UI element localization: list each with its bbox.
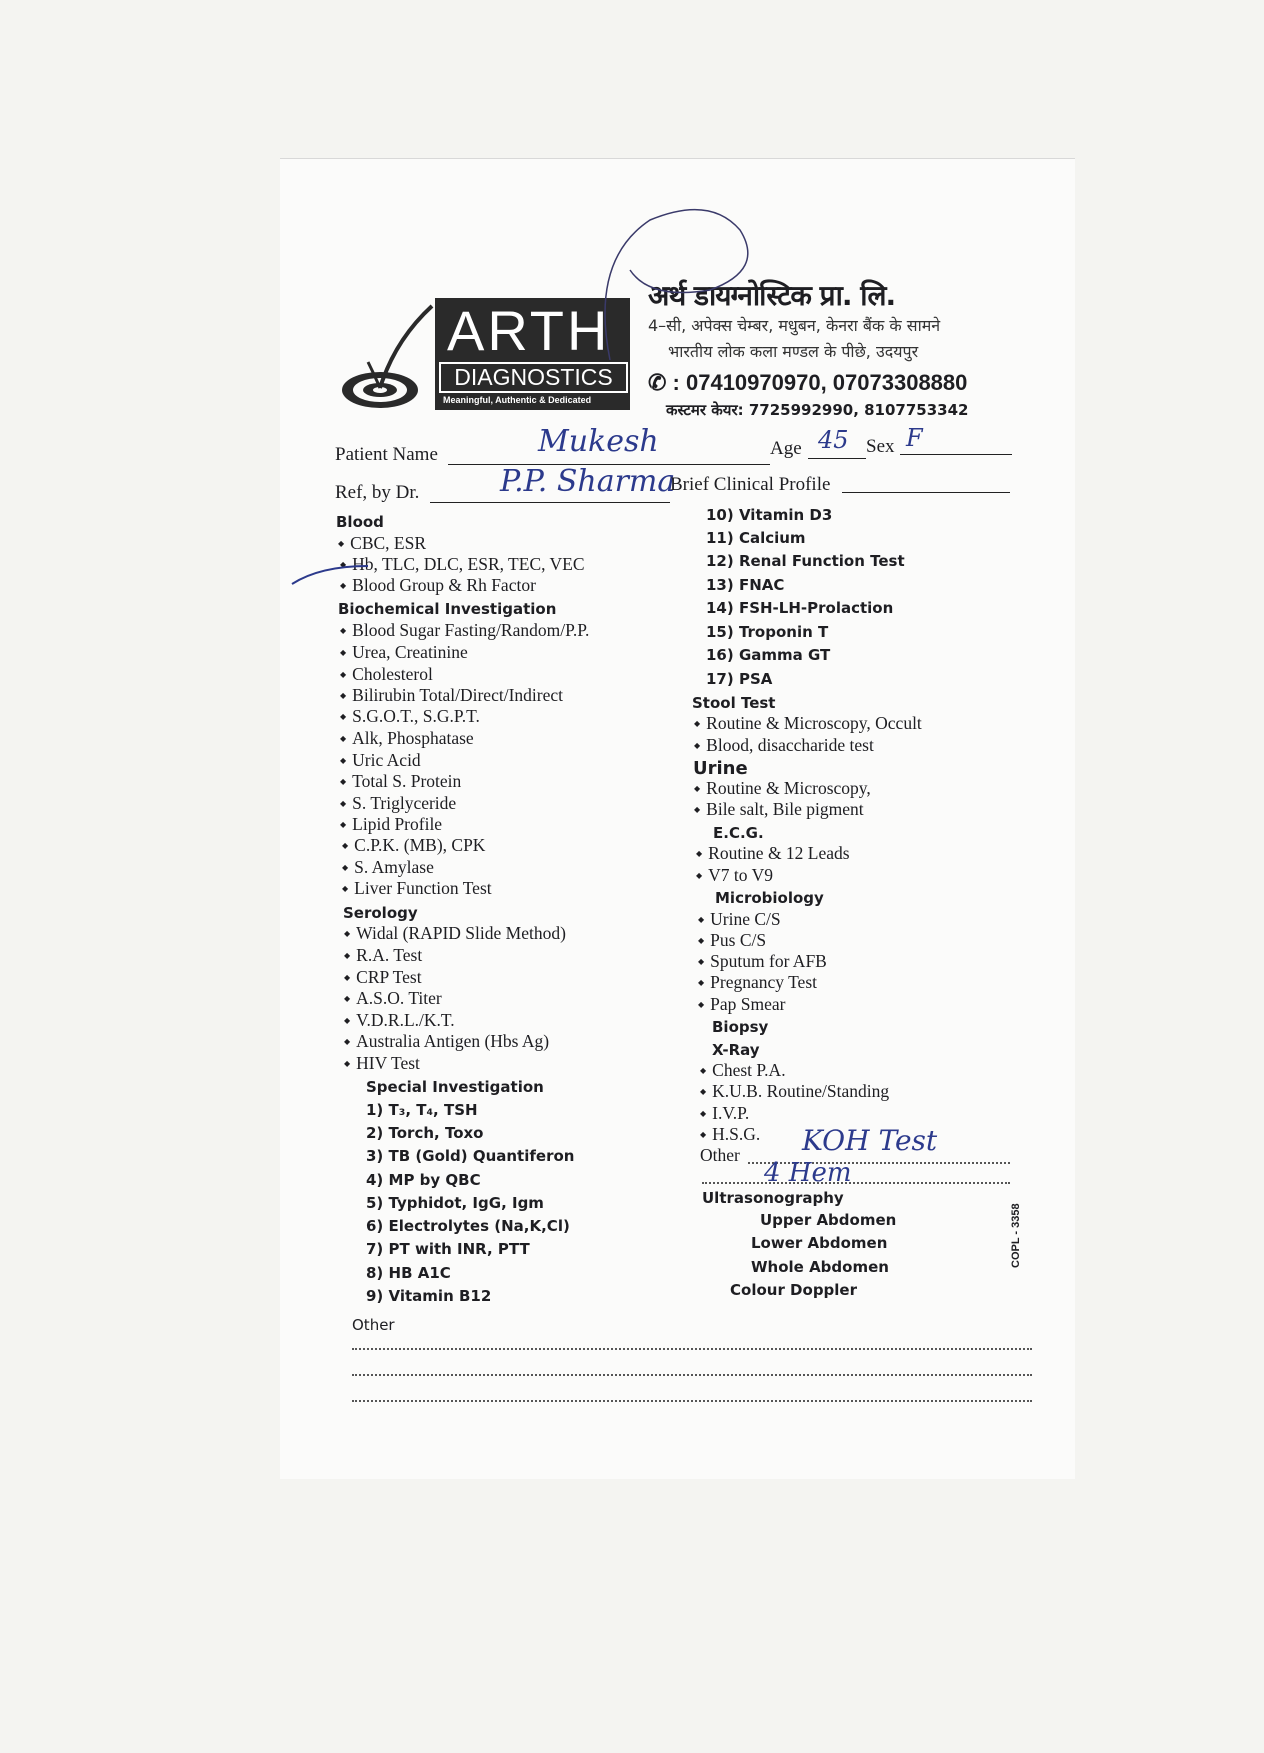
special-test-item[interactable]: 8) HB A1C	[366, 1264, 451, 1282]
numbered-test-item[interactable]: 13) FNAC	[706, 576, 785, 594]
patient-name-value: Mukesh	[538, 424, 659, 459]
test-item[interactable]: ◆ Urea, Creatinine	[340, 642, 468, 663]
test-item[interactable]: ◆ Routine & Microscopy, Occult	[694, 713, 922, 734]
ultrasonography-heading: Ultrasonography	[702, 1189, 844, 1207]
age-line[interactable]	[808, 458, 866, 459]
test-item[interactable]: ◆ CBC, ESR	[338, 533, 426, 554]
logo-diagnostics-text: DIAGNOSTICS	[439, 362, 628, 393]
hindi-address-line-2: भारतीय लोक कला मण्डल के पीछे, उदयपुर	[668, 342, 919, 361]
other-line-1[interactable]	[352, 1348, 1032, 1350]
other-line-3[interactable]	[352, 1400, 1032, 1402]
test-item[interactable]: ◆ H.S.G.	[700, 1124, 760, 1145]
test-item[interactable]: ◆ Hb, TLC, DLC, ESR, TEC, VEC	[340, 554, 585, 575]
right-other-label: Other	[700, 1145, 740, 1165]
test-item[interactable]: ◆ Liver Function Test	[342, 878, 492, 899]
test-item[interactable]: ◆ Blood Sugar Fasting/Random/P.P.	[340, 620, 589, 641]
test-item[interactable]: ◆ Sputum for AFB	[698, 951, 827, 972]
test-item[interactable]: ◆ Cholesterol	[340, 664, 433, 685]
special-test-item[interactable]: 4) MP by QBC	[366, 1171, 481, 1189]
microbiology-heading: Microbiology	[715, 889, 824, 907]
other-handwritten-koh-test: KOH Test	[802, 1124, 938, 1157]
usg-item[interactable]: Upper Abdomen	[760, 1211, 897, 1229]
biopsy-heading: Biopsy	[712, 1018, 769, 1036]
test-item[interactable]: ◆ Australia Antigen (Hbs Ag)	[344, 1031, 549, 1052]
special-test-item[interactable]: 2) Torch, Toxo	[366, 1124, 484, 1142]
test-item[interactable]: ◆ Pus C/S	[698, 930, 766, 951]
age-value: 45	[818, 426, 849, 454]
biochemical-heading: Biochemical Investigation	[338, 600, 557, 618]
numbered-test-item[interactable]: 12) Renal Function Test	[706, 552, 905, 570]
pen-scribble	[590, 200, 770, 370]
ecg-heading: E.C.G.	[713, 824, 764, 842]
test-item[interactable]: ◆ A.S.O. Titer	[344, 988, 442, 1009]
special-test-item[interactable]: 1) T₃, T₄, TSH	[366, 1101, 478, 1119]
test-item[interactable]: ◆ Uric Acid	[340, 750, 421, 771]
sex-label: Sex	[866, 436, 895, 457]
test-item[interactable]: ◆ Blood Group & Rh Factor	[340, 575, 536, 596]
test-item[interactable]: ◆ Blood, disaccharide test	[694, 735, 874, 756]
blood-heading: Blood	[336, 513, 384, 531]
hindi-company-name: अर्थ डायग्नोस्टिक प्रा. लि.	[648, 279, 896, 312]
special-test-item[interactable]: 7) PT with INR, PTT	[366, 1240, 530, 1258]
other-line-2[interactable]	[352, 1374, 1032, 1376]
logo-arth-text: ARTH	[447, 299, 611, 362]
test-item[interactable]: ◆ I.V.P.	[700, 1103, 749, 1124]
clinical-profile-label: Brief Clinical Profile	[670, 474, 831, 495]
test-item[interactable]: ◆ Total S. Protein	[340, 771, 461, 792]
test-item[interactable]: ◆ Widal (RAPID Slide Method)	[344, 923, 566, 944]
ref-by-label: Ref, by Dr.	[335, 482, 420, 503]
urine-heading: Urine	[693, 758, 748, 779]
test-item[interactable]: ◆ Chest P.A.	[700, 1060, 786, 1081]
numbered-test-item[interactable]: 17) PSA	[706, 670, 773, 688]
test-item[interactable]: ◆ S.G.O.T., S.G.P.T.	[340, 706, 480, 727]
other-handwritten-note: 4 Hem	[764, 1158, 852, 1188]
numbered-test-item[interactable]: 10) Vitamin D3	[706, 506, 833, 524]
numbered-test-item[interactable]: 14) FSH-LH-Prolaction	[706, 599, 894, 617]
usg-item[interactable]: Whole Abdomen	[751, 1258, 889, 1276]
test-item[interactable]: ◆ Pap Smear	[698, 994, 786, 1015]
sex-value: F	[906, 424, 923, 452]
phone-numbers: ✆ : 07410970970, 07073308880	[648, 370, 968, 395]
age-label: Age	[770, 438, 802, 459]
special-investigation-heading: Special Investigation	[366, 1078, 544, 1096]
test-item[interactable]: ◆ Routine & Microscopy,	[694, 778, 871, 799]
handwritten-tick-mark	[290, 560, 370, 590]
numbered-test-item[interactable]: 15) Troponin T	[706, 623, 829, 641]
test-item[interactable]: ◆ Urine C/S	[698, 909, 781, 930]
test-item[interactable]: ◆ Bilirubin Total/Direct/Indirect	[340, 685, 563, 706]
test-item[interactable]: ◆ Lipid Profile	[340, 814, 442, 835]
clinical-profile-line[interactable]	[842, 492, 1010, 493]
xray-heading: X-Ray	[712, 1041, 760, 1059]
usg-item[interactable]: Lower Abdomen	[751, 1234, 888, 1252]
right-other-line-2[interactable]	[702, 1182, 1010, 1184]
special-test-item[interactable]: 6) Electrolytes (Na,K,Cl)	[366, 1217, 570, 1235]
other-label: Other	[352, 1316, 395, 1334]
customer-care: कस्टमर केयर: 7725992990, 8107753342	[666, 401, 969, 419]
special-test-item[interactable]: 5) Typhidot, IgG, Igm	[366, 1194, 544, 1212]
target-logo-icon	[340, 300, 440, 415]
test-item[interactable]: ◆ C.P.K. (MB), CPK	[342, 835, 485, 856]
test-item[interactable]: ◆ K.U.B. Routine/Standing	[700, 1081, 889, 1102]
stool-test-heading: Stool Test	[692, 694, 776, 712]
ref-by-line[interactable]	[430, 502, 670, 503]
test-item[interactable]: ◆ V7 to V9	[696, 865, 773, 886]
patient-name-label: Patient Name	[335, 444, 438, 465]
numbered-test-item[interactable]: 11) Calcium	[706, 529, 806, 547]
copl-code: COPL - 3358	[1010, 1203, 1022, 1268]
sex-line[interactable]	[900, 454, 1012, 455]
test-item[interactable]: ◆ Alk, Phosphatase	[340, 728, 474, 749]
special-test-item[interactable]: 9) Vitamin B12	[366, 1287, 492, 1305]
test-item[interactable]: ◆ Bile salt, Bile pigment	[694, 799, 864, 820]
ref-by-value: P.P. Sharma	[500, 464, 676, 499]
logo-tagline: Meaningful, Authentic & Dedicated	[443, 395, 592, 405]
test-item[interactable]: ◆ CRP Test	[344, 967, 422, 988]
usg-item[interactable]: Colour Doppler	[730, 1281, 858, 1299]
test-item[interactable]: ◆ V.D.R.L./K.T.	[344, 1010, 455, 1031]
test-item[interactable]: ◆ Pregnancy Test	[698, 972, 817, 993]
test-item[interactable]: ◆ Routine & 12 Leads	[696, 843, 850, 864]
test-item[interactable]: ◆ R.A. Test	[344, 945, 422, 966]
test-item[interactable]: ◆ HIV Test	[344, 1053, 420, 1074]
test-item[interactable]: ◆ S. Amylase	[342, 857, 434, 878]
serology-heading: Serology	[343, 904, 418, 922]
hindi-address-line-1: 4–सी, अपेक्स चेम्बर, मधुबन, केनरा बैंक के सामने	[648, 316, 941, 335]
numbered-test-item[interactable]: 16) Gamma GT	[706, 646, 831, 664]
special-test-item[interactable]: 3) TB (Gold) Quantiferon	[366, 1147, 575, 1165]
test-item[interactable]: ◆ S. Triglyceride	[340, 793, 456, 814]
